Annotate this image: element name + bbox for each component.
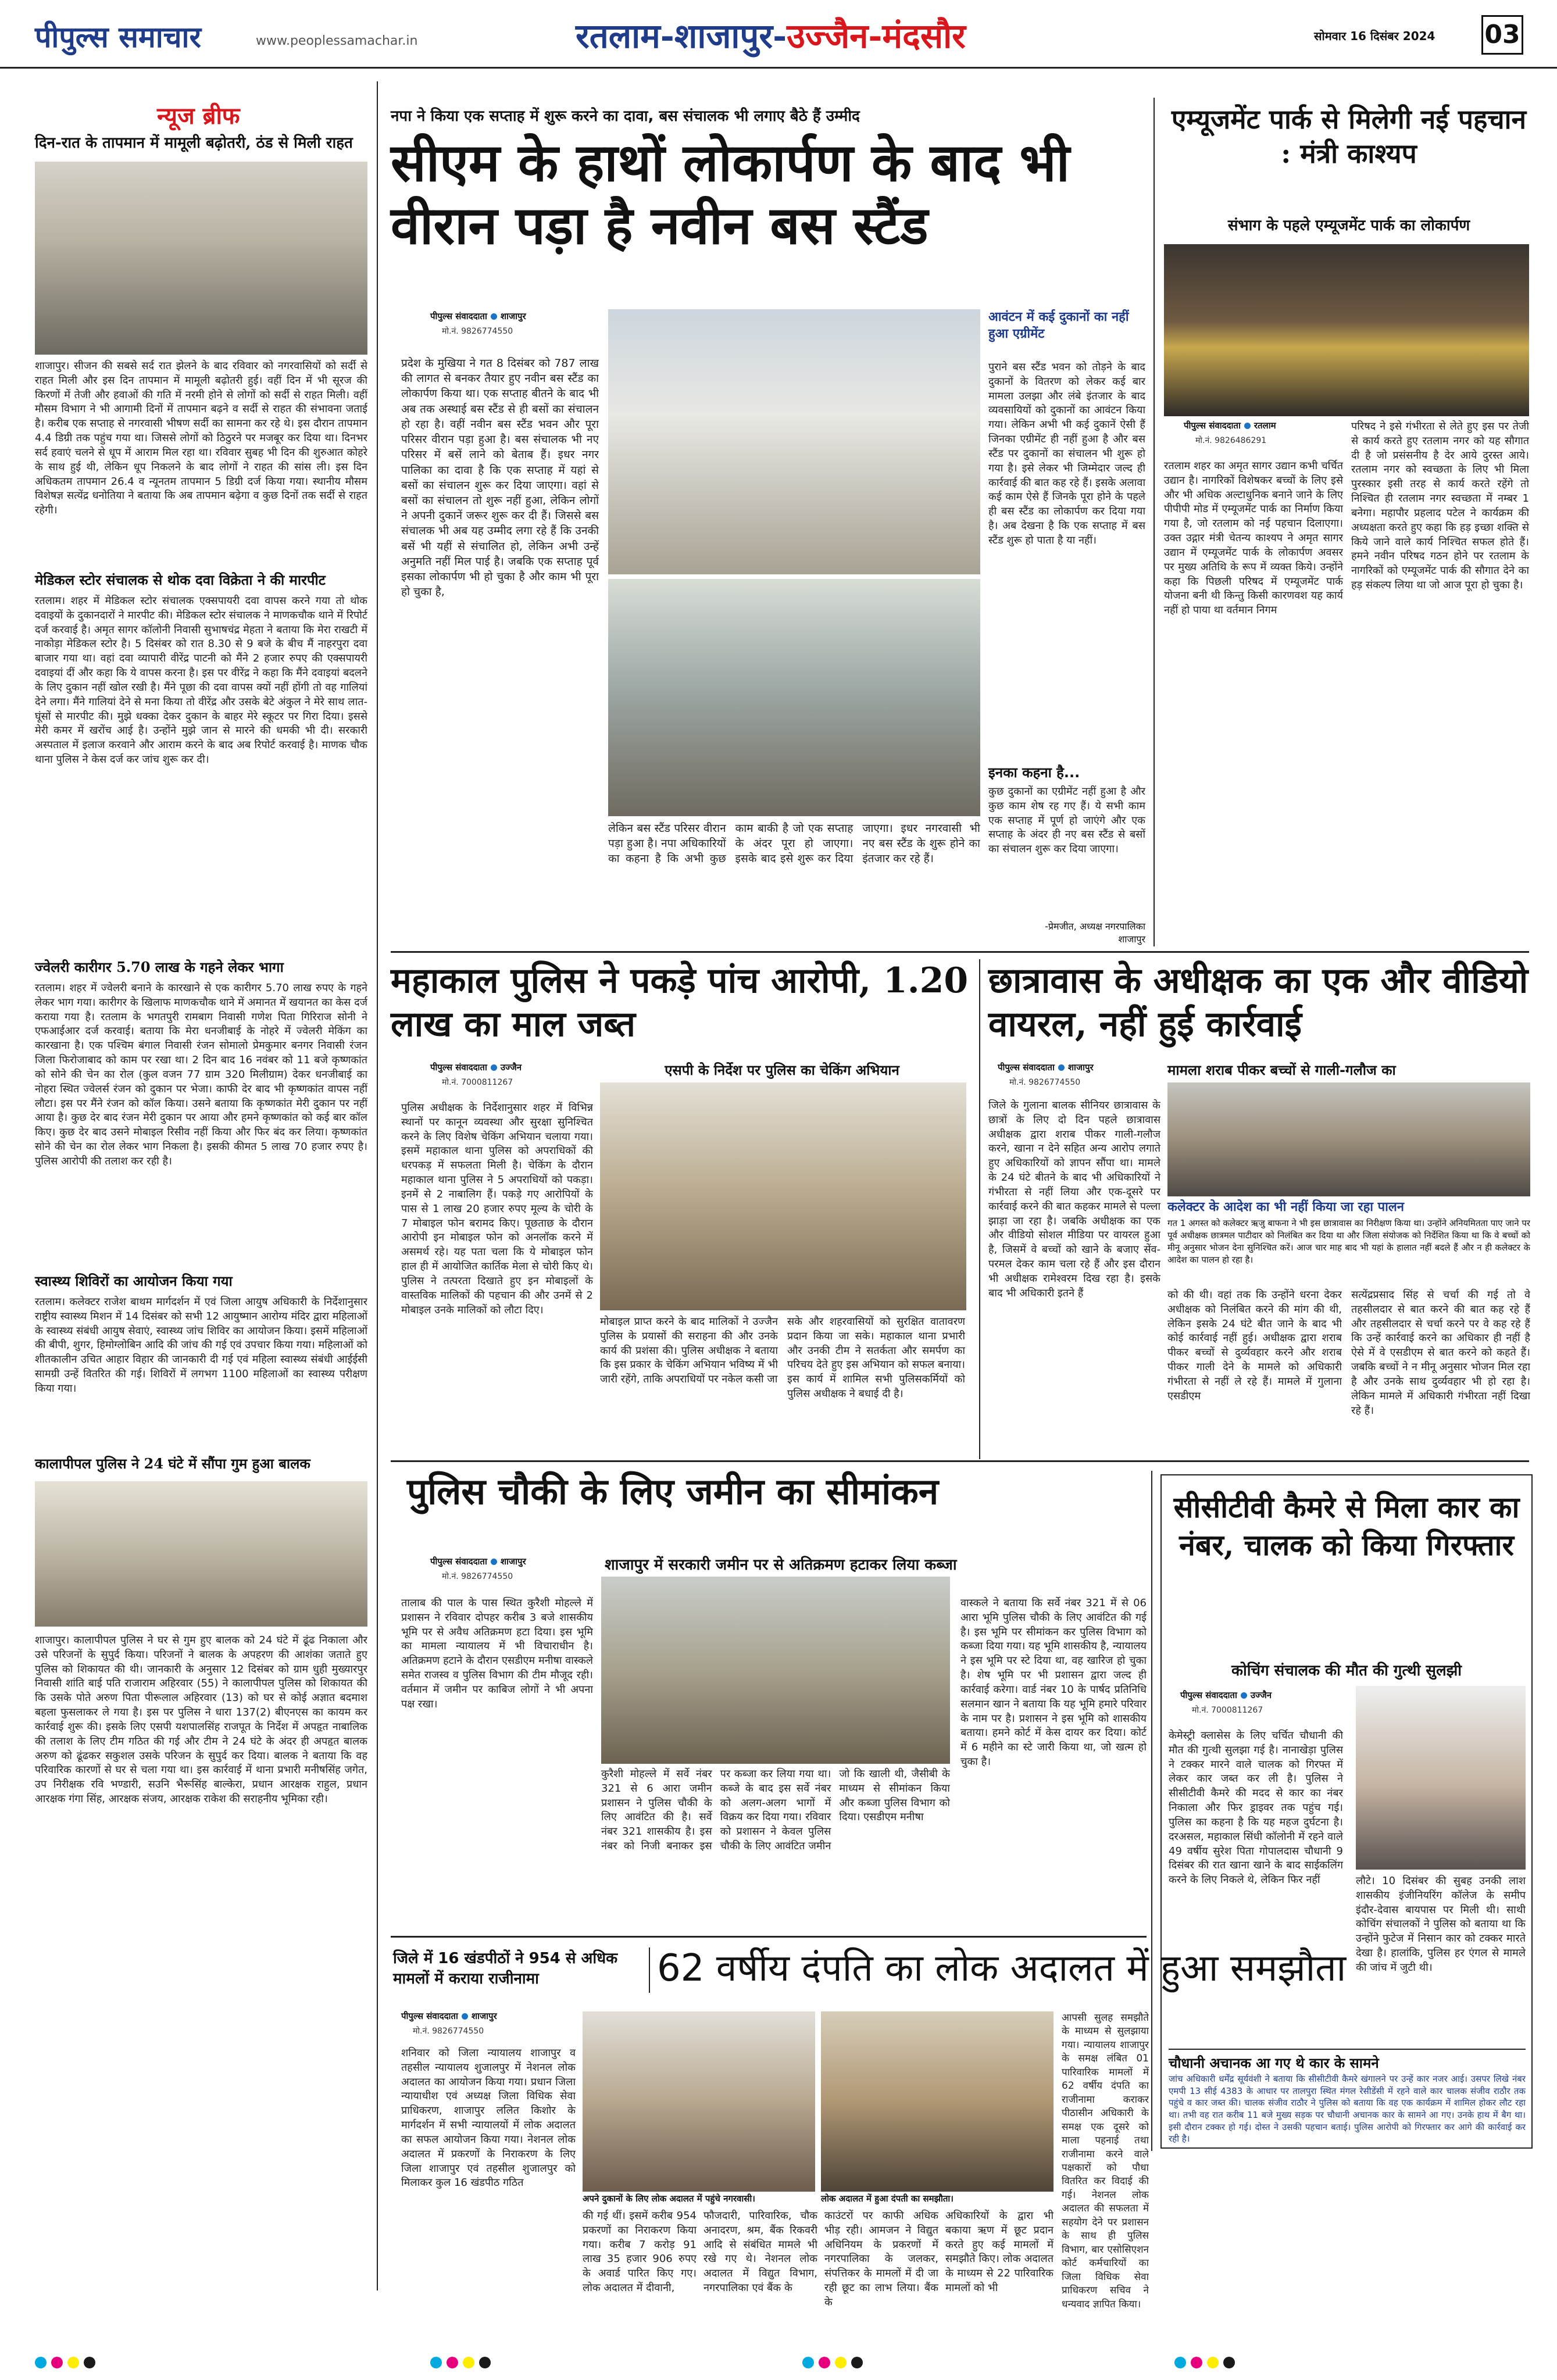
bus-mobile: मो.नं. 9826774550 [442,327,513,336]
cctv-byline: पीपुल्स संवाददाता उज्जैन [1180,1690,1272,1700]
bus-quote-title: इनका कहना है... [988,764,1080,781]
land-mobile: मो.नं. 9826774550 [442,1572,513,1581]
column-divider [1154,98,1155,946]
brief-body-weather: शाजापुर। सीजन की सबसे सर्द रात झेलने के बाद रविवार को नगरवासियों को सर्दी से राहत मिली और इस दिन तापमान में मामूली बढ़ोतरी हुई। वहीं दिन में भी सूरज की किरणों में तेजी और हवाओं की गति में नरमी होने से लोगों को सर्दी से राहत मिली। वहीं मौसम विभाग ने भी आगामी दिनों में तापमान बढ़ने व सर्दी से राहत की संभावना जताई है। करीब एक सप्ताह से नगरवासी भीषण सर्दी का सामना कर रहे थे। इस दौरान तापमान 4.4 डिग्री तक पहुंच गया था। जिससे लोगों को ठिठुरने पर मजबूर कर दिया था। दिनभर सर्द हवाएं चलने से धूप में आराम मिल रहा था। रविवार सुबह भी दिन की शुरुआत कोहरे के साथ हुई थी, लेकिन धूप निकलने के बाद लोगों ने राहत की सांस ली। इस दिन अधिकतम तापमान 26.4 व न्यूनतम तापमान 5 डिग्री दर्ज किया गया। स्थानीय मौसम विशेषज्ञ सत्येंद्र धनोतिया ने बताया कि अब तापमान बढ़ेगा व कुछ दिनों तक सर्दी से राहत रहेगी। [35,360,367,517]
hostel-byline: पीपुल्स संवाददाता शाजापुर [998,1062,1094,1073]
adalat-headline: 62 वर्षीय दंपति का लोक अदालत में हुआ समझौता [657,1947,1347,1990]
bus-kicker: नपा ने किया एक सप्ताह में शुरू करने का दावा, बस संचालक भी लगाए बैठे हैं उम्मीद [391,108,860,125]
bus-body-col1: प्रदेश के मुखिया ने गत 8 दिसंबर को 787 लाख की लागत से बनकर तैयार हुए नवीन बस स्टैंड का लोकार्पण किया था। एक सप्ताह बीतने के बाद भी अब तक अस्थाई बस स्टैंड से ही बसों का संचालन हो रहा है। वहीं नवीन बस स्टैंड भवन और पूरा परिसर वीरान पड़ा हुआ है। बस संचालक भी नए परिसर में बसें लाने को बेताब हैं। इधर नगर पालिका का दावा है कि एक सप्ताह में यहां से बसों का संचालन शुरू कर दिया जाएगा। वहां से बसों का संचालन तो शुरू नहीं हुआ, लेकिन लोगों ने अपनी दुकानें जरूर शुरू कर दी हैं। जिससे बस संचालक भी अब यह उम्मीद लगा रहे हैं कि उनकी बसें भी यहीं से संचालित हो, लेकिन अभी उन्हें अनुमति नहीं मिल पाई है। जबकि एक सप्ताह पूर्व इसका लोकार्पण भी हो चुका है और काम भी पूरा हो चुका है, [401,357,599,599]
adalat-photo1-caption: अपने दुकानों के लिए लोक अदालत में पहुंचे नगरवासी। [583,2193,755,2204]
jcb-demarcation-photo [601,1577,950,1764]
park-mobile: मो.नं. 9826486291 [1195,436,1267,445]
column-divider [1151,1471,1152,2151]
land-body-col1: तालाब की पाल के पास स्थित कुरैशी मोहल्ले में प्रशासन ने रविवार दोपहर करीब 3 बजे शासकीय भूमि पर से अवैध अतिक्रमण हटा दिया। इस भूमि का मामला न्यायालय में भी विचाराधीन है। अतिक्रमण हटाने के दौरान एसडीएम मनीषा वास्कले समेत राजस्व व पुलिस विभाग की टीम मौजूद रही। वर्तमान में जमीन पर काबिज लोगों ने भी अपना पक्ष रखा। [401,1597,593,1710]
brief-body-health: रतलाम। कलेक्टर राजेश बाथम मार्गदर्शन में एवं जिला आयुष अधिकारी के निर्देशानुसार राष्ट्रीय स्वास्थ्य मिशन में 14 दिसंबर को सभी 12 आयुष्मान आरोग्य मंदिर द्वारा महिलाओं के स्वास्थ्य संबंधी आयुष सेवाएं, स्वास्थ्य जांच शिविर का आयोजन किया। इसमें महिलाओं की बीपी, शुगर, हिमोग्लोबिन आदि की जांच की गई एवं उपचार किया गया। महिलाओं को शीतकालीन उचित आहार विहार की जानकारी दी गई एवं महिला स्वास्थ्य संबंधी आईईसी सामग्री उन्हें वितरित की गई। शिविरों में लगभग 1100 महिलाओं का स्वास्थ्य परीक्षण किया गया। [35,1296,367,1395]
hostel-body-col3: सत्येंद्रप्रसाद सिंह से चर्चा की गई तो वे तहसीलदार से बात करने की बात कह रहे हैं और तहसीलदार से चर्चा करने पर वे कह रहे हैं कि उन्हें कार्रवाई करने का अधिकार ही नहीं है ऐसे में वे एसडीएम से बात करने को कहते हैं। जबकि बच्चों ने न मीनू अनुसार भोजन मिल रहा है और उनके साथ दुर्व्यवहार भी हो रहा है। लेकिन मामले में अधिकारी गंभीरता नहीं दिखा रहे हैं। [1351,1289,1530,1417]
brief-title-missing-boy: कालापीपल पुलिस ने 24 घंटे में सौंपा गुम हुआ बालक [35,1455,310,1472]
adalat-byline: पीपुल्स संवाददाता शाजापुर [401,2011,497,2021]
adalat-mobile: मो.नं. 9826774550 [413,2027,484,2036]
brief-title-weather: दिन-रात के तापमान में मामूली बढ़ोतरी, ठंड से मिली राहत [35,134,353,152]
cctv-box-body: जांच अधिकारी धर्मेंद्र सूर्यवंशी ने बताया कि सीसीटीवी कैमरे खंगालने पर उन्हें कार नजर आई। उसपर लिखे नंबर एमपी 13 सीई 4383 के आधार पर तालपुरा स्थित मंगल रेसीडेंसी में रहने वाले कार चालक संजीव राठौर तक पहुंचे व कार जब्त की। चालक संजीव राठौर ने पुलिस को बताया कि वह एक कार्यक्रम में शामिल होकर लौट रहा था। तभी वह रात करीब 11 बजे मुख्य सड़क पर चौधानी अचानक कार के सामने आ गए। उनके हाथ में बैग था। इसी दौरान टक्कर हो गई। दोस्त ने उसकी पहचान बताई। पुलिस आरोपी को गिरफ्तार कर आगे की कार्रवाई कर रही है। [1169,2074,1526,2145]
adalat-body-col4: काउंटरों पर काफी अधिक भीड़ रही। आमजन ने विद्युत अधिनियम के प्रकरणों में नगरपालिका के जलकर, संपत्तिकर के मामलों में दी जा रही छूट का लाभ लिया। बैंक के [824,2210,938,2308]
website-url: www.peoplessamachar.in [256,34,418,48]
bus-stand-building-photo [608,309,980,574]
registration-dot [1191,2357,1202,2368]
couple-settlement-photo [821,2011,1054,2192]
registration-dot [1207,2357,1219,2368]
registration-dot [67,2357,79,2368]
newspaper-logo: पीपुल्स समाचार [35,20,201,54]
cctv-body-col2: लौटे। 10 दिसंबर की सुबह उनकी लाश शासकीय इंजीनियरिंग कॉलेज के समीप इंदौर-देवास बायपास पर मिली थी। साथी कोचिंग संचालकों ने पुलिस को बताया था कि उन्होंने फुटेज में निसान कार को टक्कर मारते देखा है। हालांकि, पुलिस हर एंगल से मामले की जांच में जुटी थी। [1356,1875,1526,1974]
police-team-photo [35,1481,367,1627]
page-number: 03 [1481,15,1523,55]
column-divider [377,81,378,2290]
adalat-photo2-caption: लोक अदालत में हुआ दंपती का समझौता। [821,2193,954,2204]
registration-dot [84,2357,95,2368]
land-byline: पीपुल्स संवाददाता शाजापुर [430,1556,526,1567]
brief-body-jewelry: रतलाम। शहर में ज्वेलरी बनाने के कारखाने से एक कारीगर 5.70 लाख रुपए के गहने लेकर भाग गया। कारीगर के खिलाफ माणकचौक थाने में अमानत में खयानत का केस दर्ज कराया गया है। रतलाम के भगतपुरी रामबाग निवासी गणेश पिता गिरिराज सोनी ने एफआईआर दर्ज करवाई। बताया कि मेरा धनजीबाई के नोहरे में ज्वेलरी मेकिंग का कारखाना है। एक पश्चिम बंगाल निवासी रंजन सोमालो प्रेमकुमार बनगर निवासी रंजन जिला फिरोजाबाद को काम पर रखा था। 2 दिन बाद 16 नवंबर को 11 बजे कृष्णकांत को सोने की चेन का रोल (कुल वजन 77 ग्राम 320 मिलीग्राम) देकर धनजीबाई का नोहरा स्थित ज्वेलर्स रंजन को दुकान पर भेजा। काफी देर बाद भी कृष्णकांत वापस नहीं लौटा। इस पर मैंने रंजन को कॉल किया। उसने बताया कि कृष्णकांत मेरी दुकान पर नहीं आया है। कुछ देर बाद रंजन मेरी दुकान पर आया और हमने कृष्णकांत को कई बार कॉल किए। कुछ देर बाद उसने मोबाइल रिसीव नहीं किया और फिर बंद कर लिया। कृष्णकांत सोने की चेन का रोल लेकर भाग निकला है। इसकी कीमत 5 लाख 70 हजार रुपए है। पुलिस आरोपी की तलाश कर रही है। [35,982,367,1167]
mahakal-photo-caption: एसपी के निर्देश पर पुलिस का चेकिंग अभियान [665,1062,899,1078]
bus-quote-body: कुछ दुकानों का एग्रीमेंट नहीं हुआ है और कुछ काम शेष रह गए हैं। ये सभी काम एक सप्ताह में पूर्ण हो जाएंगे और एक सप्ताह के अंदर ही नए बस स्टैंड से बसों का संचालन शुरू कर दिया जाएगा। [988,785,1145,856]
cctv-mobile: मो.नं. 7000811267 [1192,1706,1263,1715]
hostel-subhead: मामला शराब पीकर बच्चों से गाली-गलौज का [1167,1062,1396,1078]
issue-date: सोमवार 16 दिसंबर 2024 [1314,29,1435,43]
bus-sidebar-body: पुराने बस स्टैंड भवन को तोड़ने के बाद दुकानों के वितरण को लेकर कई बार मामला उलझा और लंबे इंतजार के बाद व्यवसायियों को दुकानों का आवंटन किया गया। लेकिन अभी भी कई दुकानें ऐसी हैं जिनका एग्रीमेंट ही नहीं हुआ है और बस स्टैंड पर दुकानों का संचालन भी शुरू हो गया है। इसे लेकर भी जिम्मेदार जल्द ही कार्रवाई की बात कह रहे हैं। इसके अलावा कई काम ऐसे हैं जिनके पूरा होने के पहले ही बस स्टैंड का लोकार्पण कर दिया गया है। अब देखना है कि एक सप्ताह में बस स्टैंड शुरू हो पाता है या नहीं। [988,361,1145,546]
registration-dot [479,2357,491,2368]
adalat-body-col1: शनिवार को जिला न्यायालय शाजापुर व तहसील न्यायालय शुजालपुर में नेशनल लोक अदालत का आयोजन किया गया। प्रधान जिला न्यायाधीश एवं अध्यक्ष जिला विधिक सेवा प्राधिकरण, शाजापुर ललित किशोर के मार्गदर्शन में सभी न्यायालयों में लोक अदालत का सफल आयोजन किया गया। नेशनल लोक अदालत में प्रकरणों के निराकरण के लिए जिला शाजापुर एवं तहसील शुजालपुर को मिलाकर कुल 16 खंडपीठ गठित [401,2047,576,2189]
bus-sidebar-title: आवंटन में कई दुकानों का नहीं हुआ एग्रीमेंट [988,310,1129,341]
bus-byline: पीपुल्स संवाददाता शाजापुर [430,311,526,321]
park-byline: पीपुल्स संवाददाता रतलाम [1184,420,1276,431]
column-divider [979,959,980,1459]
registration-dot [447,2357,458,2368]
hostel-headline: छात्रावास के अधीक्षक का एक और वीडियो वायरल, नहीं हुई कार्रवाई [988,960,1529,1045]
registration-dot [1174,2357,1186,2368]
brief-title-jewelry: ज्वेलरी कारीगर 5.70 लाख के गहने लेकर भागा [35,959,284,975]
park-subhead: संभाग के पहले एम्यूजमेंट पार्क का लोकार्पण [1227,217,1470,234]
city-photo [35,162,367,355]
park-body-col2: परिषद ने इसे गंभीरता से लेते हुए इस पर तेजी से कार्य करते हुए रतलाम नगर को यह सौगात दी है जो प्रसंसनीय है देर आये दुरस्त आये। रतलाम नगर को स्वच्छता के लिए भी मिला पुरस्कार इसी तरह से कार्य करते रहेंगे तो निश्चित ही रतलाम नगर स्वच्छता में नम्बर 1 बनेगा। महापौर प्रहलाद पटेल ने कार्यक्रम की अध्यक्षता करते हुए कहा कि हड़ इच्छा शक्ति से किये जाने वाले कार्य निश्चित सफल होते हैं। हमने नवीन परिषद गठन होने पर रतलाम के नागरिकों को एम्यूजमेंट पार्क की सौगात देने का हड़ संकल्प लिया था जो आज पूरा हो चुका है। [1351,420,1529,592]
mahakal-body-col2: मोबाइल प्राप्त करने के बाद मालिकों ने उज्जैन पुलिस के प्रयासों की सराहना की और उनके कार्य की प्रशंसा की। पुलिस अधीक्षक ने बताया कि इस प्रकार के चेकिंग अभियान भविष्य में भी जारी रहेंगे, ताकि अपराधियों पर नकेल कसी जा [600,1316,778,1386]
buses-parked-photo [608,579,980,816]
hostel-mobile: मो.नं. 9826774550 [1009,1078,1081,1087]
mahakal-body-col1: पुलिस अधीक्षक के निर्देशानुसार शहर में विभिन्न स्थानों पर कानून व्यवस्था और सुरक्षा सुनिश्चित करने के लिए विशेष चेकिंग अभियान चलाया गया। इसमें महाकाल थाना पुलिस को अपराधिकों की धरपकड़ में सफलता मिली है। चेकिंग के दौरान महाकाल थाना पुलिस ने 5 अपराधियों को पकड़ा। इनमें से 2 नाबालिग हैं। पकड़े गए आरोपियों के पास से 1 लाख 20 हजार रुपए मूल्य के चोरी के 7 मोबाइल फोन बरामद किए। पूछताछ के दौरान आरोपी इन मोबाइल फोन को अनलॉक करने में असमर्थ रहे। यह पता चला कि ये मोबाइल फोन हाल ही में आयोजित कार्तिक मेला से चोरी किए थे। पुलिस ने तत्परता दिखाते हुए इन मोबाइलों के वास्तविक मालिकों की पहचान की और उनमें से 2 मोबाइल उनके मालिकों को लौटा दिए। [401,1102,593,1316]
bus-quote-by: -प्रेमजीत, अध्यक्ष नगरपालिका शाजापुर [1045,921,1145,945]
cctv-box-title: चौधानी अचानक आ गए थे कार के सामने [1169,2049,1526,2072]
registration-dot [51,2357,63,2368]
section-divider [391,951,1529,953]
registration-dot [851,2357,863,2368]
adalat-body-col5: अधिकारियों के द्वारा भी बकाया ऋण में छूट प्रदान करते हुए कई मामलों में समझौते किए। लोक अदालत के माध्यम से 22 पारिवारिक मामलों को भी [945,2210,1054,2295]
registration-dot [835,2357,847,2368]
brief-body-medical: रतलाम। शहर में मेडिकल स्टोर संचालक एक्सपायरी दवा वापस करने गया तो थोक दवाइयों के दुकानदारों ने मारपीट की। मेडिकल स्टोर संचालक ने माणकचौक थाने में रिपोर्ट दर्ज करवाई है। अमृत सागर कॉलोनी निवासी सुभाषचंद्र मेहता ने बताया कि मेरा राखटी में नाकोड़ा मेडिकल स्टोर है। 5 दिसंबर को रात 8.30 से 9 बजे के बीच मैं नाहरपुरा दवा बाजार गया था। वहां दवा व्यापारी वीरेंद्र पाटनी को मैंने 2 हजार रुपए की एक्सपायरी दवाइयां दीं और कहा कि ये वापस करना है। इस पर वीरेंद्र ने कहा कि मैंने दवाइयां बदलने के लिए दुकान नहीं खोल रखी है। मैंने पूछा की दवा वापस क्यों नहीं होंगी तो वह गालियां देने लगा। मैंने गालियां देने से मना किया तो वीरेंद्र और उसके बेटे अंकुल ने मेरे साथ लात-घूंसों से मारपीट की। मुझे धक्का देकर दुकान के बाहर मेरे स्कूटर पर गिरा दिया। इससे मेरी कमर में खरोंच आई है। उन्होंने मुझे जान से मारने की धमकी भी दी। सरकारी अस्पताल में इलाज करवाने और आराम करने के बाद अब रिपोर्ट करवाई है। माणक चौक थाना पुलिस ने केस दर्ज कर जांच शुरू कर दी। [35,595,367,766]
hostel-body-col1: जिले के गुलाना बालक सीनियर छात्रावास के छात्रों के लिए दो दिन पहले छात्रावास अधीक्षक द्वारा शराब पीकर गाली-गलौज करने, खाना न देने सहित अन्य आरोप लगाते हुए अधिकारियों को ज्ञापन सौंपा था। मामले के 24 घंटे बीतने के बाद भी अधिकारियों ने गंभीरता से नहीं लिया और एक-दूसरे पर कार्रवाई करने की बात कहकर मामले से पल्ला झाड़ा जा रहा है। जबकि अधीक्षक का एक और वीडियो सोशल मीडिया पर वायरल हुआ है, जिसमें वे बच्चों को खाने के बजाए सेंव-परमल देकर काम चला रहे हैं और इस दौरान भी अधीक्षक रामेश्वरम दिख रहा है। इसके बाद भी अधिकारी इतने हैं [988,1099,1160,1299]
regions-title: रतलाम-शाजापुर-उज्जैन-मंदसौर [576,16,966,56]
brief-title-health: स्वास्थ्य शिविरों का आयोजन किया गया [35,1273,233,1289]
victim-portrait-photo [1356,1686,1526,1870]
registration-dot [819,2357,830,2368]
land-subhead: शाजापुर में सरकारी जमीन पर से अतिक्रमण हटाकर लिया कब्जा [605,1556,957,1574]
brief-body-missing-boy: शाजापुर। कालापीपल पुलिस ने घर से गुम हुए बालक को 24 घंटे में ढूंढ निकाला और उसे परिजनों के सुपुर्द किया। परिजनों ने बालक के अपहरण की आशंका जताते हुए पुलिस को शिकायत की थी। जानकारी के अनुसार 12 दिसंबर को ग्राम धुही मुख्यारपुर निवासी शांति बाई पति राजाराम अहिरवार (55) ने कालापीपल पुलिस को शिकायत की कि उसके पोते अरुण पिता पीरूलाल अहिरवार (13) को घर से कोई अज्ञात बदमाश बहला फुसलाकर ले गया है। इस पर पुलिस ने धारा 137(2) बीएनएस का कायम कर कार्रवाई शुरू की। इसके लिए एसपी यशपालसिंह राजपूत के निर्देश में अपहृत नाबालिक की तलाश के लिए टीम गठित की गई और टीम ने 24 घंटे के अंदर ही अपहृत बालक अरुण को ढूंढकर सकुशल उसके परिजन के सुपुर्द कर दिया। बालक ने बताया कि वह परिवारिक कारणों से घर से चला गया था। इस कार्रवाई में थाना प्रभारी मनीषसिंह जगेत, उप निरीक्षक रवि भण्डारी, सउनि भैरूसिंह बाल्केरा, प्रधान आरक्षक राहुल, प्रधान आरक्षक गंगा सिंह, आरक्षक संजय, आरक्षक राकेश की सराहनीय भूमिका रही। [35,1634,367,1806]
accused-with-police-photo [600,1082,966,1310]
land-photo-caption: कुरैशी मोहल्ले में सर्वे नंबर 321 से 6 आरा जमीन प्रशासन ने पुलिस चौकी के लिए आवंटित की है। सर्वे नंबर 321 शासकीय है। इस नंबर को निजी बनाकर इस पर कब्जा कर लिया गया था। कब्जे के बाद इस सर्वे नंबर को अलग-अलग भागों में विक्रय कर दिया गया। रविवार को प्रशासन ने केवल पुलिस चौकी के लिए आवंटित जमीन जो कि खाली थी, जैसीबी के माध्यम से सीमांकन किया और कब्जा पुलिस विभाग को दिया। एसडीएम मनीषा [601,1768,950,1853]
inauguration-photo [1164,244,1529,416]
students-protest-photo [1167,1082,1530,1196]
adalat-kicker: जिले में 16 खंडपीठों ने 954 से अधिक मामलों में कराया राजीनामा [393,1950,618,1988]
mahakal-mobile: मो.नं. 7000811267 [442,1078,513,1087]
park-body-col1: रतलाम शहर का अमृत सागर उद्यान कभी चर्चित उद्यान है। नागरिकों विशेषकर बच्चों के लिए इसे और भी अधिक अल्टाधुनिक बनाने जाने के लिए पीपीपी मोड में एम्यूजमेंट पार्क का निर्माण किया गया है, जो रतलाम को नई पहचान दिलाएगा। उक्त उद्गार मंत्री चेतन्य काश्यप ने अमृत सागर उद्यान में एम्यूजमेंट पार्क के लोकार्पण अवसर पर मुख्य अतिथि के रूप में व्यक्त किये। उन्होंने कहा कि पिछली परिषद में एम्यूजमेंट पार्क योजना बनी थी किन्तु किसी कारणवश यह कार्य नहीं हो पाया था वर्तमान निगम [1164,460,1343,617]
cctv-body-col1: केमेस्ट्री क्लासेस के लिए चर्चित चौधानी की मौत की गुत्थी सुलझा गई है। नानाखेड़ा पुलिस ने टक्कर मारने वाले चालक को गिरफ्त में लेकर कार जब्त कर ली है। पुलिस ने सीसीटीवी कैमरे की मदद से कार का नंबर निकाला और फिर ड्राइवर तक पहुंच गई। पुलिस का कहना है कि यह महज दुर्घटना है। दरअसल, महाकाल सिंधी कॉलोनी में रहने वाले 49 वर्षीय सुरेश पिता गोपालदास चौधानी 9 दिसंबर की रात खाना खाने के बाद साईकलिंग करने के लिए निकले थे, लेकिन फिर नहीं [1169,1729,1343,1886]
cctv-subhead: कोचिंग संचालक की मौत की गुत्थी सुलझी [1231,1662,1462,1679]
bus-photo-caption: लेकिन बस स्टैंड परिसर वीरान पड़ा हुआ है। नपा अधिकारियों का कहना है कि अभी कुछ काम बाकी है जो एक सप्ताह के अंदर पूरा हो जाएगा। इसके बाद इसे शुरू कर दिया जाएगा। इधर नगरवासी भी नए बस स्टैंड के शुरू होने का इंतजार कर रहे हैं। [608,822,980,866]
adalat-body-col2: की गई थीं। इसमें करीब 954 प्रकरणों का निराकरण किया गया। करीब 7 करोड़ 91 लाख 35 हजार 906 रुपए के अवार्ड पारित किए गए। लोक अदालत में दीवानी, [583,2210,697,2295]
hostel-body-col2: को की थी। वहां तक कि उन्होंने धरना देकर अधीक्षक को निलंबित करने की मांग की थी, लेकिन इसके 24 घंटे बीत जाने के बाद भी कोई कार्रवाई नहीं हुई। अधीक्षक द्वारा शराब पीकर बच्चों से दुर्व्यवहार करने और शराब पीकर गाली देने के मामले को अधिकारी गंभीरता से नहीं ले रहे हैं। मामले में गुलाना एसडीएम [1167,1289,1342,1402]
land-headline: पुलिस चौकी के लिए जमीन का सीमांकन [407,1470,939,1513]
adalat-body-col6: आपसी सुलह समझौते के माध्यम से सुलझाया गया। न्यायालय शाजापुर के समक्ष लंबित 01 पारिवारिक मामलों में 62 वर्षीय दंपति का राजीनामा कराकर पीठासीन अधिकारी के समक्ष एक दूसरे को माला पहनाई तथा राजीनामा करने वाले पक्षकारों को पौधा वितरित कर विदाई की गई। नेशनल लोक अदालत की सफलता में सहयोग देने पर प्रशासन के साथ ही पुलिस विभाग, बार एसोसिएशन कोर्ट कर्मचारियों का जिला विधिक सेवा प्राधिकरण सचिव ने धन्यवाद ज्ञापित किया। [1062,2012,1149,2310]
section-divider [391,1936,1147,1938]
registration-dot [430,2357,442,2368]
land-body-col2: वास्कले ने बताया कि सर्वे नंबर 321 में से 06 आरा भूमि पुलिस चौकी के लिए आवंटित की गई है। इस भूमि पर सीमांकन कर पुलिस विभाग को कब्जा दिया गया। यह भूमि शासकीय है, न्यायालय ने इस भूमि पर स्टे दिया था, वह खारिज हो चुका है। शेष भूमि पर भी प्रशासन द्वारा जल्द ही कार्रवाई करेगा। वार्ड नंबर 10 के पार्षद प्रतिनिधि सलमान खान ने बताया कि यह भूमि हमारे परिवार के नाम पर है। प्रशासन ने इस भूमि को शासकीय बताया। हमने कोर्ट में केस दायर कर दिया। कोर्ट में 6 महीने का स्टे जारी किया था, जो खत्म हो चुका है। [960,1597,1147,1768]
cctv-headline: सीसीटीवी कैमरे से मिला कार का नंबर, चालक को किया गिरफ्तार [1173,1490,1520,1562]
mahakal-body-col3: सके और शहरवासियों को सुरक्षित वातावरण प्रदान किया जा सके। महाकाल थाना प्रभारी और उनकी टीम ने सतर्कता और समर्पण का परिचय देते हुए इस अभियान को सफल बनाया। इस कार्य में शामिल सभी पुलिसकर्मियों को पुलिस अधीक्षक ने बधाई दी है। [787,1316,965,1400]
section-divider [391,1460,1529,1462]
brief-title-medical: मेडिकल स्टोर संचालक से थोक दवा विक्रेता ने की मारपीट [35,571,326,588]
mahakal-headline: महाकाल पुलिस ने पकड़े पांच आरोपी, 1.20 लाख का माल जब्त [391,960,969,1045]
registration-dot [802,2357,814,2368]
registration-dot [1223,2357,1235,2368]
adalat-body-col3: फौजदारी, पारिवारिक, चौक अनादरण, श्रम, बैंक रिकवरी आदि से संबंधित मामले भी रखे गए थे। नेशनल लोक अदालत में विद्युत विभाग, नगरपालिका एवं बैंक के [703,2210,817,2295]
hostel-photo-note: गत 1 अगस्त को कलेक्टर ऋजु बाफना ने भी इस छात्रावास का निरीक्षण किया था। उन्होंने अनियमितता पाए जाने पर पूर्व अधीक्षक छात्रमल पाटीदार को निलंबित कर दिया था और जिला संयोजक को निर्देशित किया था कि वे बच्चों को मीनू अनुसार भोजन देना सुनिश्चित करें। आज चार माह बाद भी यहां के हालात नहीं बदले हैं और न ही कलेक्टर के आदेश का पालन हो रहा है। [1167,1218,1530,1265]
news-brief-label: न्यूज ब्रीफ [157,102,240,130]
masthead [0,0,1557,69]
kicker-divider [649,1947,650,1993]
park-headline: एम्यूजमेंट पार्क से मिलेगी नई पहचान : मंत्री काश्यप [1171,103,1527,169]
registration-dot [35,2357,47,2368]
print-registration-marks [35,2354,1523,2372]
hostel-photo-banner: कलेक्टर के आदेश का भी नहीं किया जा रहा पालन [1167,1200,1404,1214]
mahakal-byline: पीपुल्स संवाददाता उज्जैन [430,1062,522,1073]
court-crowd-photo [583,2011,815,2192]
registration-dot [463,2357,474,2368]
bus-headline: सीएम के हाथों लोकार्पण के बाद भी वीरान पड़ा है नवीन बस स्टैंड [391,132,1070,256]
